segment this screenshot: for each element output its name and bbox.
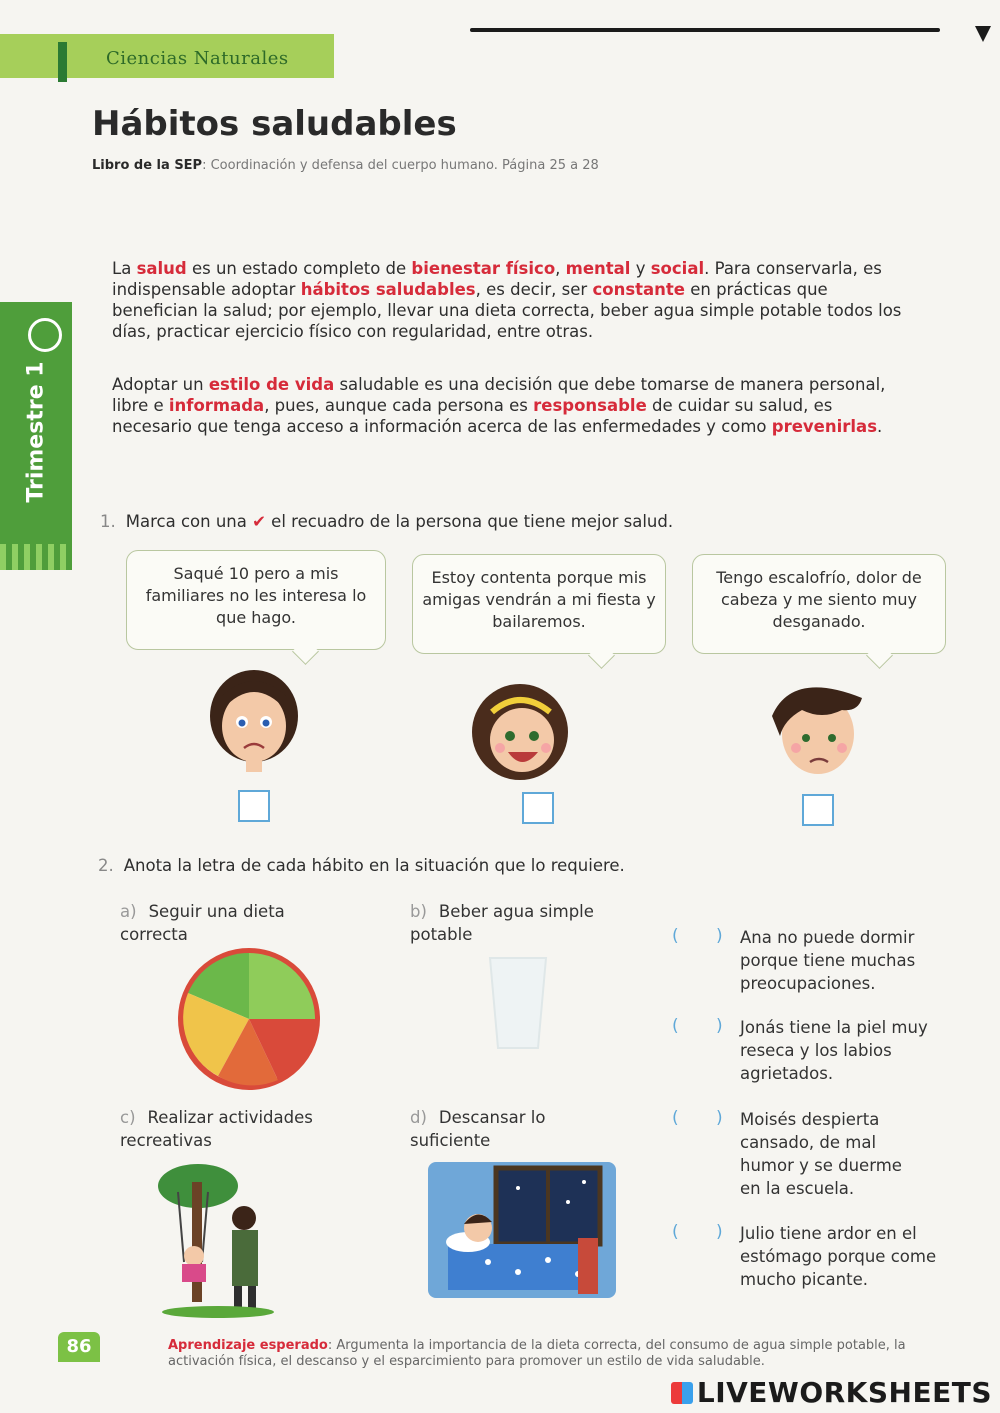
- answer-open-paren-4: (: [672, 1222, 679, 1242]
- highlight-term: responsable: [533, 396, 647, 415]
- learning-outcome: [168, 1338, 958, 1370]
- book-reference: [92, 158, 599, 173]
- situation-3: Moisés despierta cansado, de mal humor y se duerme en la escuela.: [740, 1110, 902, 1198]
- answer-slot-2[interactable]: [684, 1016, 712, 1038]
- paragraph-text: en prácticas que benefician la salud; por ejemplo, llevar una dieta correcta, beber agua simple potable todos los días, practicar ejercicio físico con regularidad, entre otras.: [112, 280, 902, 341]
- highlight-term: mental: [565, 259, 631, 278]
- habit-a-letter: a): [120, 902, 137, 921]
- habit-b: [410, 900, 610, 946]
- paragraph-text: saludable es una decisión que debe tomarse de manera personal, libre e: [112, 375, 886, 415]
- highlight-term: bienestar físico: [411, 259, 556, 278]
- speech-bubble-3: [692, 554, 946, 654]
- answer-slot-3[interactable]: [684, 1108, 712, 1130]
- subject-label: Ciencias Naturales: [106, 48, 289, 69]
- book-reference-label: Libro de la SEP: [92, 158, 203, 173]
- question-1: [100, 512, 673, 531]
- habit-d-text: Descansar lo suficiente: [410, 1108, 546, 1150]
- answer-close-paren-2: ): [716, 1016, 723, 1036]
- happy-girl-face-icon: [470, 682, 570, 782]
- book-reference-text: : Coordinación y defensa del cuerpo humano. Página 25 a 28: [202, 158, 599, 173]
- learning-outcome-text: : Argumenta la importancia de la dieta correcta, del consumo de agua simple potable, la activación física, el descanso y el esparcimiento para promover un estilo de vida saludable.: [168, 1338, 906, 1369]
- intro-paragraph-1: [112, 258, 912, 342]
- highlight-term: social: [650, 259, 705, 278]
- answer-close-paren-1: ): [716, 926, 723, 946]
- sleeping-child-icon: [428, 1162, 616, 1298]
- answer-checkbox-1[interactable]: [238, 790, 270, 822]
- speech-text-3: Tengo escalofrío, dolor de cabeza y me siento muy desganado.: [716, 568, 922, 631]
- habit-a-text: Seguir una dieta correcta: [120, 902, 285, 944]
- paragraph-text: . Para conservarla, es indispensable adoptar: [112, 259, 882, 299]
- speech-text-2: Estoy contenta porque mis amigas vendrán a mi fiesta y bailaremos.: [422, 568, 656, 631]
- situation-2: Jonás tiene la piel muy reseca y los labios agrietados.: [740, 1018, 928, 1083]
- habit-b-text: Beber agua simple potable: [410, 902, 594, 944]
- question-1-number: 1.: [100, 512, 116, 531]
- corner-triangle-icon: [975, 26, 991, 42]
- paragraph-text: de cuidar su salud, es necesario que tenga acceso a información acerca de las enfermedades y como: [112, 396, 833, 436]
- question-2-text: Anota la letra de cada hábito en la situación que lo requiere.: [123, 856, 625, 875]
- highlight-term: estilo de vida: [208, 375, 335, 394]
- liveworksheets-text: LIVEWORKSHEETS: [696, 1376, 992, 1409]
- answer-slot-4[interactable]: [684, 1222, 712, 1244]
- habit-c-letter: c): [120, 1108, 136, 1127]
- highlight-term: constante: [592, 280, 685, 299]
- habit-a: [120, 900, 310, 946]
- speech-bubble-1: [126, 550, 386, 650]
- paragraph-text: Adoptar un: [112, 375, 209, 394]
- question-2-number: 2.: [98, 856, 114, 875]
- liveworksheets-logo: [671, 1376, 992, 1409]
- answer-open-paren-3: (: [672, 1108, 679, 1128]
- sad-girl-face-icon: [208, 666, 300, 774]
- highlight-term: informada: [168, 396, 265, 415]
- subject-tab: [0, 34, 334, 78]
- answer-checkbox-2[interactable]: [522, 792, 554, 824]
- answer-close-paren-3: ): [716, 1108, 723, 1128]
- highlight-term: hábitos saludables: [300, 280, 476, 299]
- paragraph-text: .: [877, 417, 883, 436]
- speech-text-1: Saqué 10 pero a mis familiares no les interesa lo que hago.: [145, 564, 367, 627]
- habit-d: [410, 1106, 610, 1152]
- paragraph-text: , pues, aunque cada persona es: [264, 396, 534, 415]
- band-stripes: [0, 544, 72, 570]
- question-2: [98, 856, 625, 875]
- paragraph-text: y: [630, 259, 651, 278]
- answer-checkbox-3[interactable]: [802, 794, 834, 826]
- page-title: Hábitos saludables: [92, 104, 457, 144]
- answer-open-paren-2: (: [672, 1016, 679, 1036]
- subject-bar: [58, 42, 67, 82]
- highlight-term: salud: [136, 259, 187, 278]
- answer-slot-1[interactable]: [684, 926, 712, 948]
- learning-outcome-label: Aprendizaje esperado: [168, 1338, 328, 1353]
- intro-paragraph-2: [112, 374, 912, 437]
- question-1-text-end: el recuadro de la persona que tiene mejor salud.: [271, 512, 674, 531]
- situation-4: Julio tiene ardor en el estómago porque come mucho picante.: [740, 1224, 937, 1289]
- answer-close-paren-4: ): [716, 1222, 723, 1242]
- bird-icon: [28, 318, 62, 352]
- question-1-text-start: Marca con una: [125, 512, 247, 531]
- trimester-label: Trimestre 1: [23, 361, 49, 503]
- paragraph-text: , es decir, ser: [475, 280, 593, 299]
- water-glass-icon: [468, 948, 568, 1058]
- habit-c: [120, 1106, 360, 1152]
- habit-b-letter: b): [410, 902, 427, 921]
- top-divider: [470, 28, 940, 32]
- answer-open-paren-1: (: [672, 926, 679, 946]
- highlight-term: prevenirlas: [771, 417, 878, 436]
- swing-play-icon: [158, 1162, 276, 1320]
- paragraph-text: es un estado completo de: [186, 259, 412, 278]
- liveworksheets-icon: [671, 1382, 693, 1404]
- checkmark-icon: ✔: [252, 512, 266, 531]
- situation-1: Ana no puede dormir porque tiene muchas preocupaciones.: [740, 928, 916, 993]
- paragraph-text: La: [112, 259, 137, 278]
- habit-d-letter: d): [410, 1108, 427, 1127]
- paragraph-text: ,: [555, 259, 566, 278]
- speech-bubble-2: [412, 554, 666, 654]
- page-number: 86: [58, 1332, 100, 1362]
- sick-boy-face-icon: [762, 676, 872, 778]
- habit-c-text: Realizar actividades recreativas: [120, 1108, 313, 1150]
- food-plate-icon: [178, 948, 320, 1090]
